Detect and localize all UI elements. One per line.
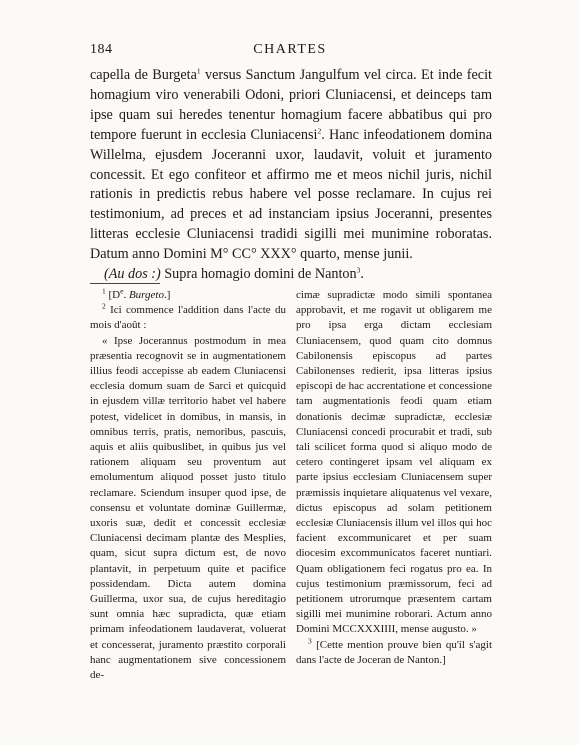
footnote-number: 3 [308,636,312,646]
footnote-number: 2 [102,301,106,311]
main-paragraph [90,66,492,265]
footnote-rule [90,283,160,284]
text-run: . [123,289,129,301]
text-run: .] [163,289,171,301]
text-run: . Hanc infeodationem domina Willelma, ejusdem Joceranni uxor, laudavit, voluit et juramento concessit. Et ego confiteor et affirmo me et meos nichil juris, nichil rationis in predictis rebus habere vel posse reclamare. In cujus rei testimonium, ad preces et ad instanciam ipsius Joceranni, presentes litteras ecclesie Cluniacensi tradidi sigilli mei munimine roboratas. Datum anno Domini M° CC° XXX° quarto, mense junii. [90,126,492,263]
dorsal-text: Supra homagio domini de Nanton [160,266,357,283]
page-number: 184 [90,42,113,57]
text-run: [Cette mention prouve bien qu'il s'agit dans l'acte de Joceran de Nanton.] [296,638,492,666]
footnote-2 [90,303,286,333]
footnote-ref-3: 3 [356,265,361,275]
footnote-column-left [90,288,286,683]
footnote-3 [296,638,492,668]
footnote-ref-2: 2 [317,125,322,135]
footnote-number: 1 [102,286,106,296]
text-run: Ici commence l'addition dans l'acte du mois d'août : [90,304,286,332]
text-run: Burgeto [128,289,164,301]
running-title: CHARTES [253,42,327,57]
footnote-ref-1: 1 [196,66,201,76]
footnote-2-quote: « Ipse Jocerannus postmodum in mea præsentia recognovit se in augmentationem illius feodi accepisse ab eadem Cluniacensi ecclesia domum suam de Sarci et quicquid in ejusdem villæ territorio habet vel habere potest, videlicet in domibus, in mansis, in omnibus terris, pratis, nemoribus, pascuis, aquis et aliis quibuslibet, in quibus jus vel rationem aliquam seu proventum aut emolumentum aliquod posset justo titulo reclamare. Sciendum insuper quod ipse, de consensu et voluntate dominæ Guillermæ, uxoris suæ, dedit et concessit ecclesiæ Cluniacensi decimam plantæ des Mesplies, quam, sicut supra dictum est, de novo plantavit, in perpetuum quite et pacifice possidendam. Dicta autem domina Guillerma, uxor sua, de cujus hereditagio sunt omnia hæc supradicta, quæ etiam primam infeodationem laudaverat, voluerat et concesserat, juramento præstito corporali hanc augmentationem sive concessionem de- [90,334,286,682]
text-run: versus Sanctum Jangulfum vel circa. Et inde fecit homagium viro venerabili Odoni, priori Cluniacensi, et deinceps tam ipse quam sui heredes tenentur homagium facere abbatibus qui pro tempore fuerunt in ecclesia Cluniacensi [90,67,492,143]
footnote-2-continued: cimæ supradictæ modo simili spontanea approbavit, et me rogavit ut obligarem me pro ipsa erga dictam ecclesiam Cluniacensem, quod quam cito domnus Cabilonensis episcopus ad partes Cabilonenses redierit, ipsa litteras ipsius episcopi de hac accrentatione et concessione tam augmentationis feodi quam etiam donationis decimæ supradictæ, ecclesiæ Cluniacensi concedi procurabit et tradi, sub tali scilicet forma quod si aliquo modo de cetero contingeret ipsam vel aliquam ex parte ipsius ecclesiam Cluniacensem super præmissis inquietare aliquatenus vel vexare, dictus episcopus ad solam petitionem ecclesiæ Cluniacensis illum vel illos qui hoc facient excommunicaret et per suam diocesim excommunicatos faceret nuntiari. Quam obligationem feci rogatus pro ea. In cujus testimonium præmissorum, feci ad petitionem utrorumque præsentem cartam sigilli mei munimine roborari. Actum anno Domini MCCXXXIIII, mense augusto. » [296,289,492,636]
footnote-1 [90,288,286,303]
dorsal-label: (Au dos :) [104,266,161,283]
page-header [90,42,490,62]
text-run: e [120,286,124,296]
dorsal-note [90,265,492,285]
text-run: [D [105,289,121,301]
footnote-column-right [296,288,492,683]
text-run: capella de Burgeta [90,67,197,83]
footnotes [90,288,492,683]
main-text [90,66,492,285]
dorsal-end: . [360,266,364,283]
